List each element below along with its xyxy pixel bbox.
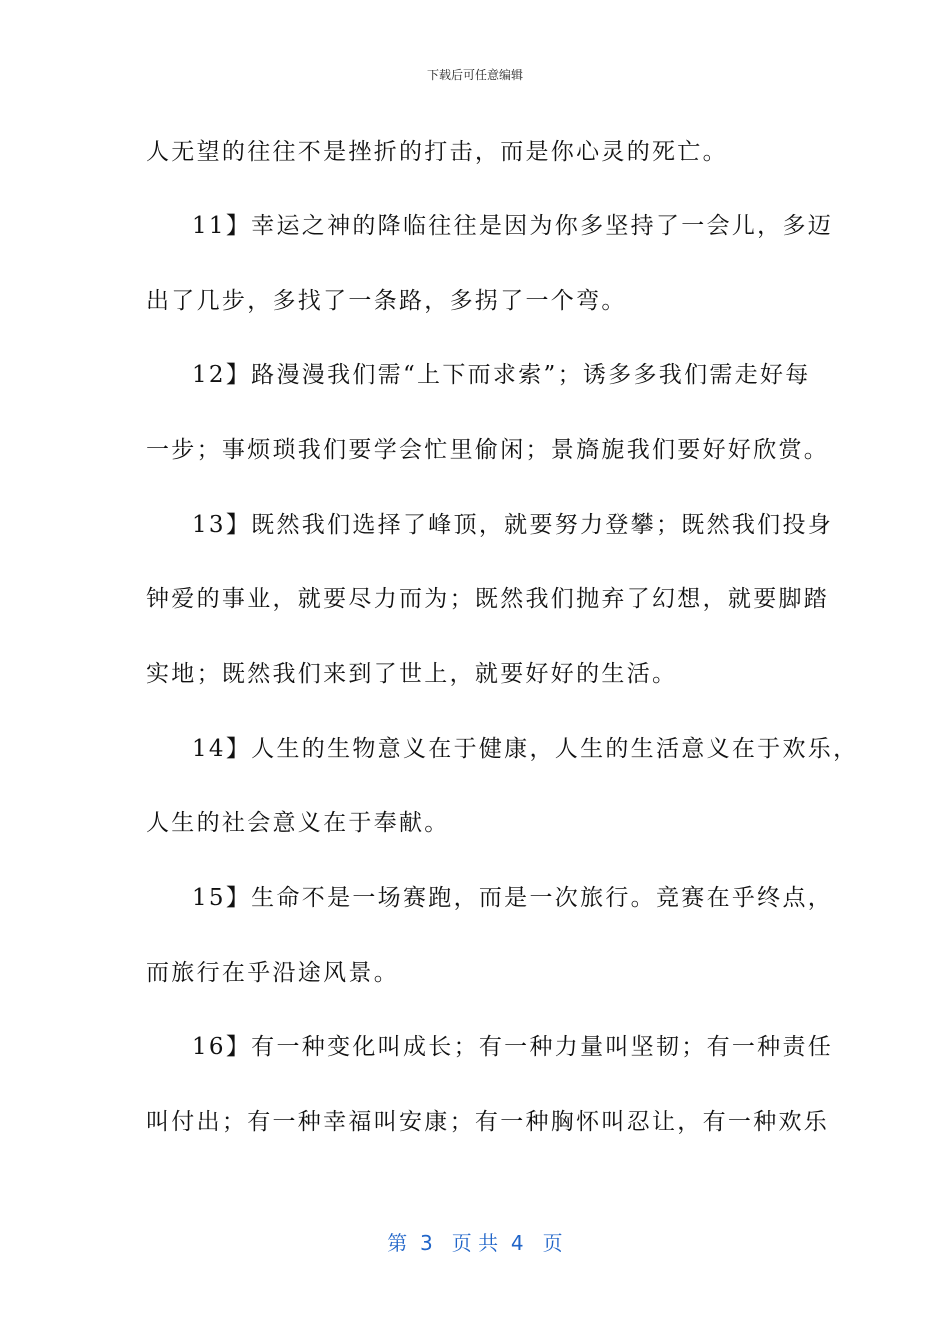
- text-line: 14】人生的生物意义在于健康，人生的生活意义在于欢乐，: [192, 736, 859, 762]
- text-line: 实地；既然我们来到了世上，就要好好的生活。: [146, 661, 678, 687]
- text-line: 12】路漫漫我们需“上下而求索”；诱多多我们需走好每: [192, 362, 811, 388]
- text-line: 15】生命不是一场赛跑，而是一次旅行。竞赛在乎终点，: [192, 885, 834, 911]
- text-line: 一步；事烦琐我们要学会忙里偷闲；景旖旎我们要好好欣赏。: [146, 437, 830, 463]
- page-footer-pagination: 第 3 页 共 4 页: [387, 1231, 563, 1255]
- text-line: 人生的社会意义在于奉献。: [146, 810, 450, 836]
- text-line: 人无望的往往不是挫折的打击，而是你心灵的死亡。: [146, 139, 728, 165]
- text-line: 出了几步，多找了一条路，多拐了一个弯。: [146, 288, 627, 314]
- text-line: 钟爱的事业，就要尽力而为；既然我们抛弃了幻想，就要脚踏: [146, 586, 830, 612]
- page-header: 下载后可任意编辑: [426, 68, 523, 82]
- text-line: 13】既然我们选择了峰顶，就要努力登攀；既然我们投身: [192, 512, 834, 538]
- text-line: 而旅行在乎沿途风景。: [146, 960, 399, 986]
- text-line: 16】有一种变化叫成长；有一种力量叫坚韧；有一种责任: [192, 1034, 834, 1060]
- text-line: 叫付出；有一种幸福叫安康；有一种胸怀叫忍让，有一种欢乐: [146, 1109, 830, 1135]
- text-line: 11】幸运之神的降临往往是因为你多坚持了一会儿，多迈: [192, 213, 834, 239]
